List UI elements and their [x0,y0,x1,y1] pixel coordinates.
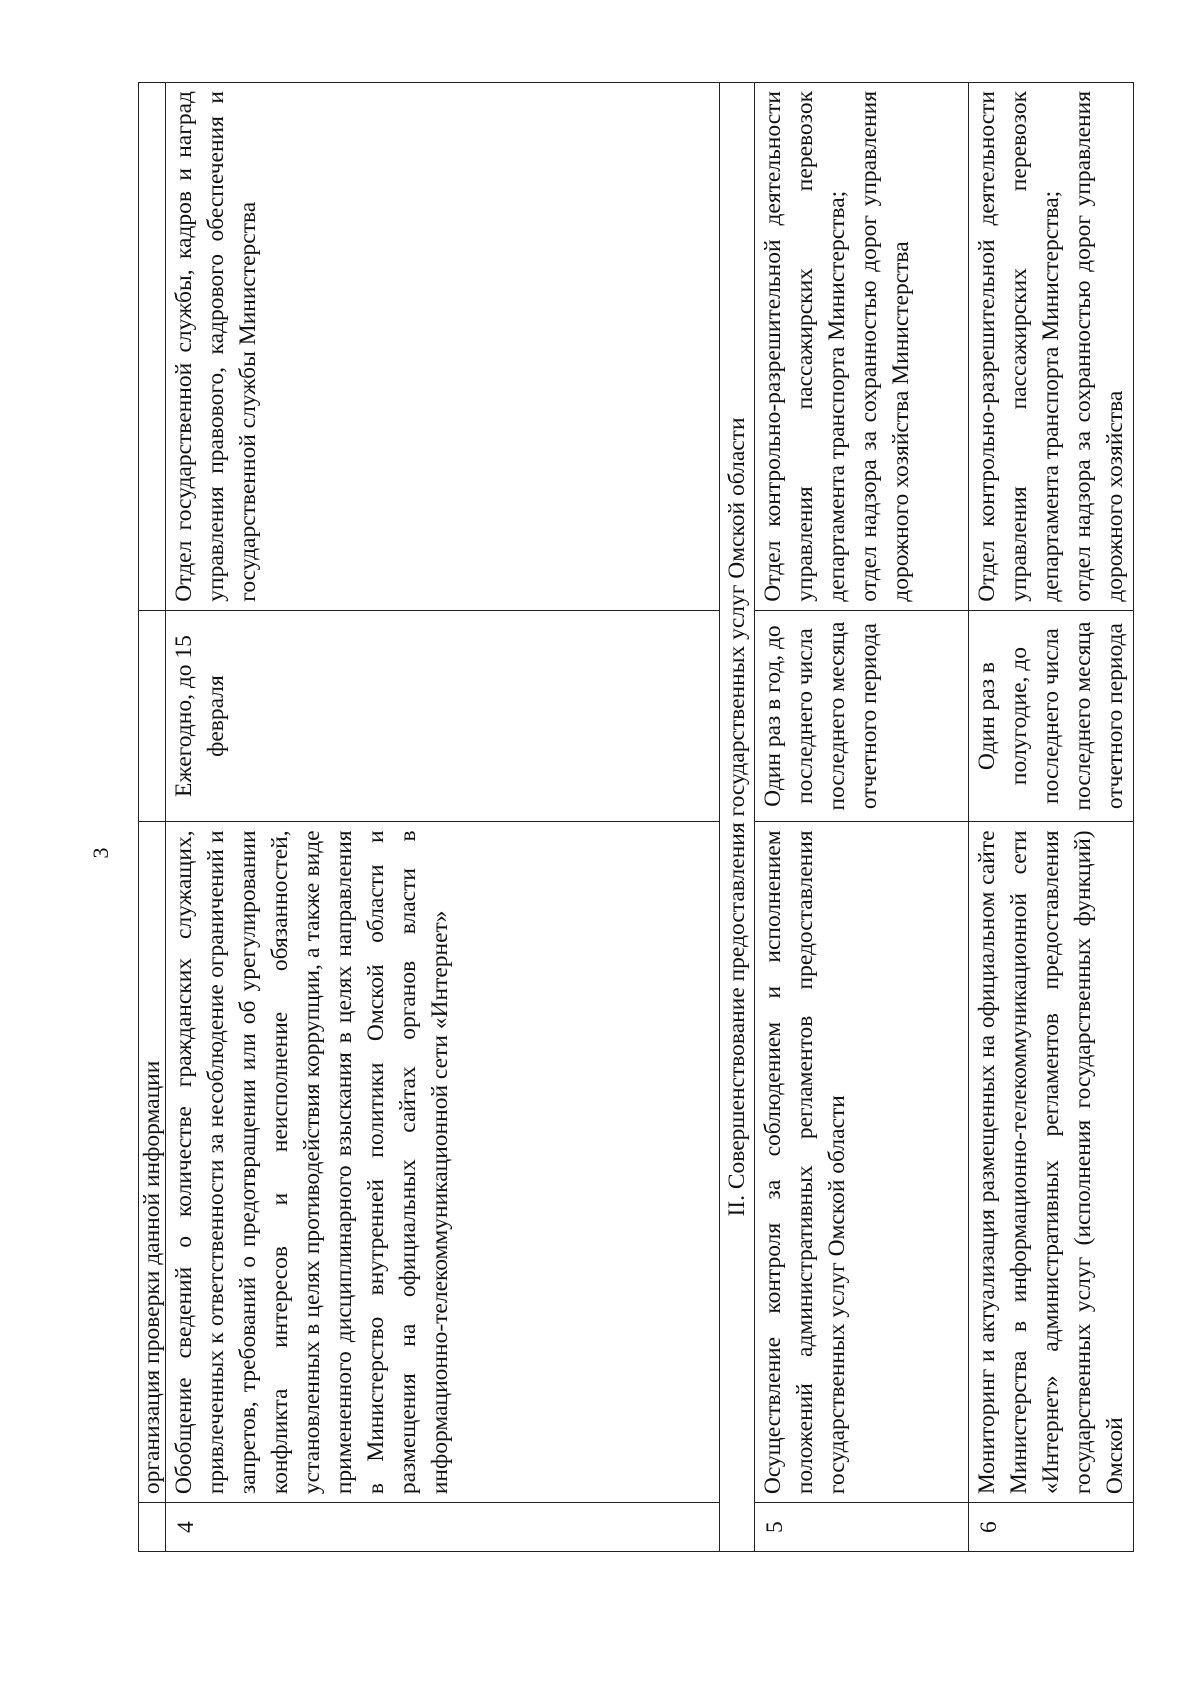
page-number: 3 [88,847,113,859]
measure-cell: Мониторинг и актуализация размещенных на официальном сайте Министерства в информационно-телекоммуникационной сети «Интернет» административных регламентов предоставления государственных услуг (исполнения государственных функций) Омской [969,822,1134,1503]
responsible-line-2: отдел надзора за сохранностью дорог управления дорожного хозяйства [1070,91,1128,602]
row-number: 4 [166,1503,720,1552]
plan-table [138,82,1134,1552]
responsible-line-1: Отдел контрольно-разрешительной деятельности управления пассажирских перевозок департамента транспорта Министерства; [760,91,850,602]
cont-num-cell [139,1503,166,1552]
deadline-cell: Один раз в год, до последнего числа последнего месяца отчетного периода [755,610,969,822]
deadline-cell: Один раз в полугодие, до последнего числа последнего месяца отчетного периода [969,610,1134,822]
row-number: 6 [969,1503,1134,1552]
table-wrapper [138,82,1128,1552]
section-heading: II. Совершенствование предоставления государственных услуг Омской области [720,83,755,1552]
responsible-line-2: отдел надзора за сохранностью дорог управления дорожного хозяйства Министерства [856,91,914,602]
measure-cell: Обобщение сведений о количестве гражданских служащих, привлеченных к ответственности за несоблюдение ограничений и запретов, требований о предотвращении или об урегулировании конфликта интересов и неисполнение обязанностей, установленных в целях противодействия коррупции, а также виде примененного дисциплинарного взыскания в целях направления в Министерство внутренней политики Омской области и размещения на официальных сайтах органов власти в информационно-телекоммуникационной сети «Интернет» [166,822,720,1503]
table-viewport [138,82,1128,1552]
table-row-6 [969,83,1134,1552]
table-row-continuation [139,83,166,1552]
row-number: 5 [755,1503,969,1552]
responsible-cell: Отдел государственной службы, кадров и наград управления правового, кадрового обеспечения и государственной службы Министерства [166,83,720,611]
responsible-line-1: Отдел контрольно-разрешительной деятельности управления пассажирских перевозок департамента транспорта Министерства; [974,91,1064,602]
responsible-cell [969,83,1134,611]
cont-responsible-cell [139,83,166,611]
cont-deadline-cell [139,610,166,822]
measure-cell: Осуществление контроля за соблюдением и исполнением положений административных регламентов предоставления государственных услуг Омской области [755,822,969,1503]
cont-measure-cell: организация проверки данной информации [139,822,166,1503]
responsible-cell [755,83,969,611]
section-heading-row [720,83,755,1552]
table-row-4 [166,83,720,1552]
table-row-5 [755,83,969,1552]
deadline-cell: Ежегодно, до 15 февраля [166,610,720,822]
